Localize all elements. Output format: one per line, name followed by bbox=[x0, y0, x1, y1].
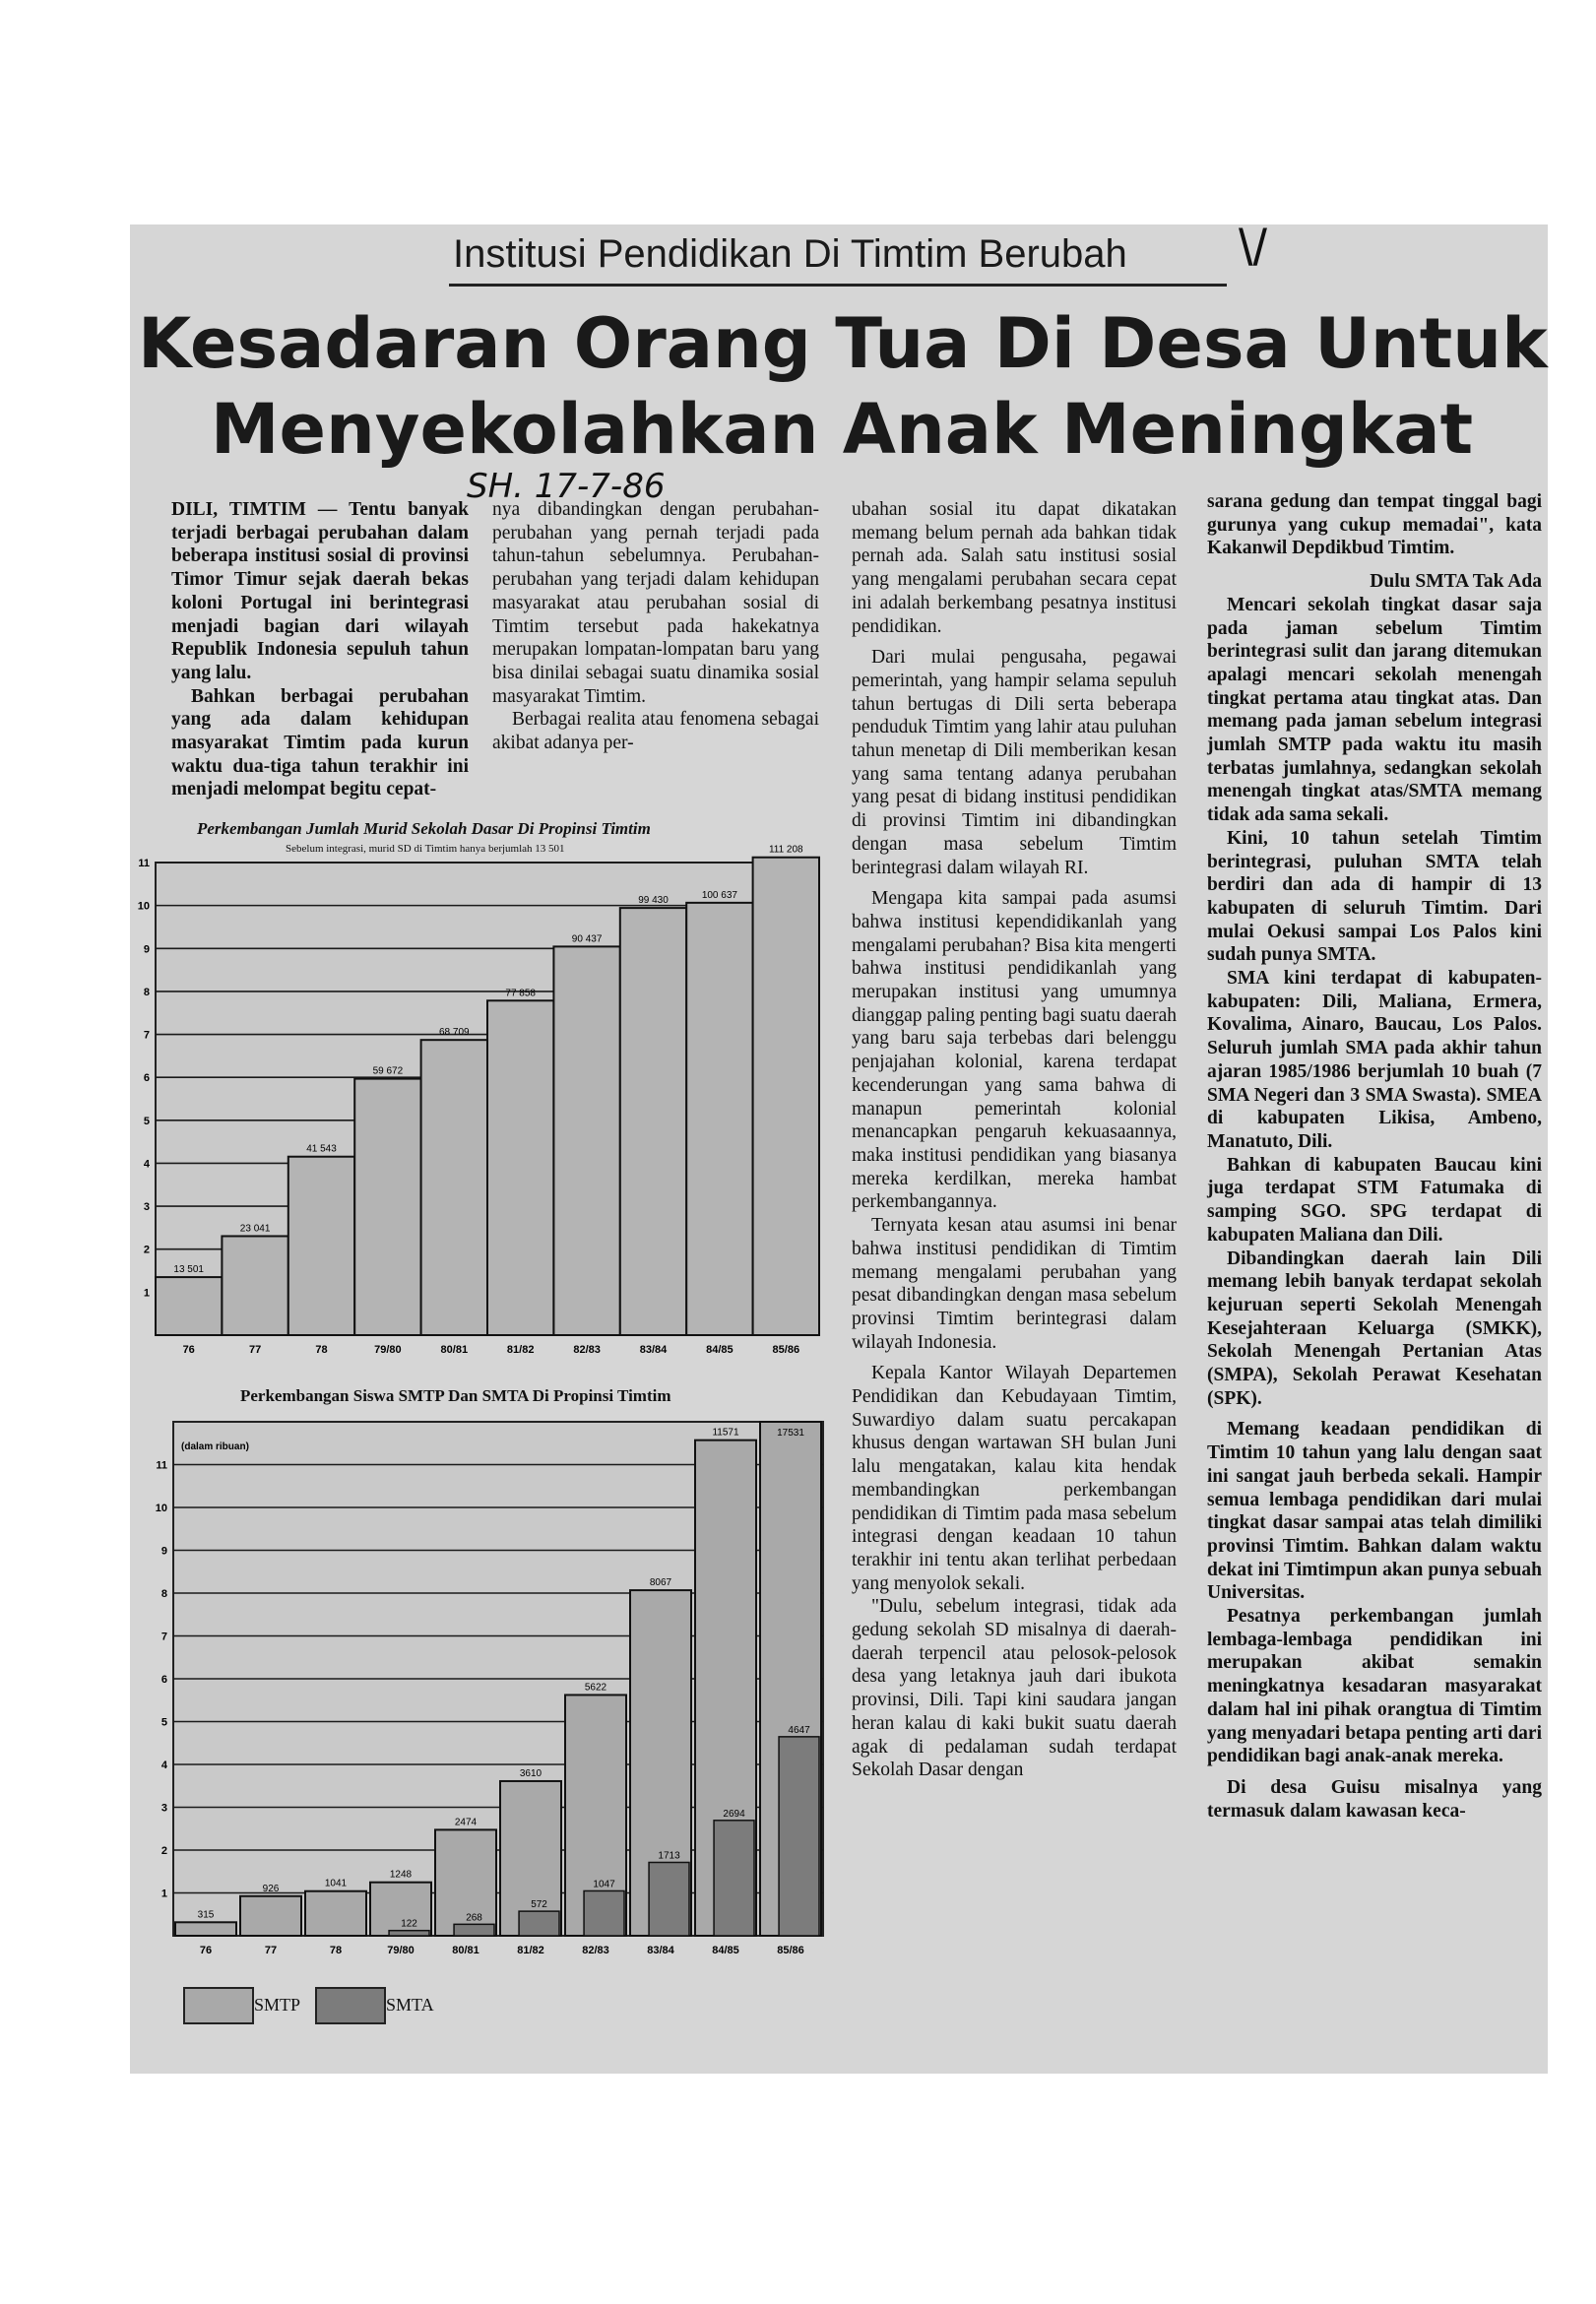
chart1-value-label: 59 672 bbox=[372, 1065, 404, 1077]
chart2-ytick-label: 9 bbox=[160, 1545, 167, 1558]
chart2-bar-smta bbox=[454, 1924, 494, 1936]
chart1-ytick-label: 9 bbox=[143, 943, 150, 956]
legend-label-smtp: SMTP bbox=[254, 1995, 301, 2015]
chart2-value-label-smtp: 926 bbox=[262, 1883, 280, 1894]
chart1-bar bbox=[222, 1236, 287, 1335]
legend-swatch-smtp bbox=[183, 1987, 254, 2024]
chart2-unit-label: (dalam ribuan) bbox=[181, 1441, 249, 1452]
chart1-ytick-label: 4 bbox=[143, 1158, 150, 1171]
main-headline-line2: Menyekolahkan Anak Meningkat bbox=[210, 389, 1474, 470]
paragraph: Pesatnya perkembangan jumlah lembaga-lembaga pendidikan ini merupakan akibat semakin meningkatnya kesadaran masyarakat dalam hal ini pihak orangtua di Timtim yang menyadari betapa penting arti dari pendidikan bagi anak-anak mereka. bbox=[1207, 1606, 1542, 1767]
paragraph: ubahan sosial itu dapat dikatakan memang belum pernah ada bahkan tidak pernah ada. Salah satu institusi sosial yang mengalami perubahan secara cepat ini adalah berkembang pesatnya institusi pendidikan. bbox=[852, 499, 1177, 637]
paragraph: Dibandingkan daerah lain Dili memang lebih banyak terdapat sekolah kejuruan seperti Sekolah Menengah Kesejahteraan Keluarga (SMKK), Sekolah Menengah Pertanian Atas (SMPA), Sekolah Perawat Kesehatan (SPK). bbox=[1207, 1248, 1542, 1409]
chart2-ytick-label: 10 bbox=[155, 1503, 167, 1514]
chart2-ytick-label: 4 bbox=[160, 1760, 167, 1771]
paragraph: Kini, 10 tahun setelah Timtim berintegrasi, puluhan SMTA telah berdiri dan ada di hampir di 13 kabupaten di seluruh Timtim. Dari mulai Oekusi sampai Los Palos kini sudah punya SMTA. bbox=[1207, 827, 1542, 966]
chart1-bar bbox=[354, 1079, 420, 1335]
chart2-title: Perkembangan Siswa SMTP Dan SMTA Di Propinsi Timtim bbox=[240, 1386, 671, 1405]
chart1-ytick-label: 3 bbox=[143, 1201, 150, 1214]
paragraph: Mengapa kita sampai pada asumsi bahwa institusi kependidikanlah yang mengalami perubahan? Bisa kita mengerti bahwa institusi pendidikanlah yang merupakan institusi yang umumnya dianggap paling penting bagi suatu daerah yang baru saja terbebas dari belenggu penjajahan kolonial, karena terdapat kecenderungan yang sama bahwa di manapun pemerintah kolonial menancapkan pengaruh kekuasaannya, maka institusi pendidikan yang biasanya mereka kerdilkan, mereka hambat perkembangannya. bbox=[852, 888, 1177, 1213]
chart2-value-label-smtp: 3610 bbox=[519, 1767, 543, 1779]
chart1-value-label: 13 501 bbox=[173, 1264, 204, 1276]
chart2-ytick-label: 2 bbox=[160, 1845, 167, 1857]
chart1-value-label: 23 041 bbox=[239, 1223, 271, 1235]
chart1-bar bbox=[553, 946, 619, 1335]
chart1-ytick-label: 2 bbox=[143, 1244, 150, 1256]
chart2-value-label-smta: 572 bbox=[531, 1899, 547, 1911]
chart2-bar-smtp bbox=[175, 1922, 236, 1936]
chart2-ytick-label: 5 bbox=[160, 1716, 167, 1729]
chart2-bar-smtp bbox=[240, 1896, 301, 1936]
paragraph: Dari mulai pengusaha, pegawai pemerintah, yang hampir selama sepuluh tahun bertugas di Dili serta beberapa penduduk Timtim yang lahir atau puluhan tahun menetap di Dili memberikan kesan yang sama tentang adanya perubahan yang pesat di bidang institusi pendidikan di provinsi Timtim ini dibandingkan dengan masa sebelum Timtim berintegrasi dalam wilayah RI. bbox=[852, 647, 1177, 878]
chart1-bar bbox=[686, 903, 752, 1335]
chart2-xtick-label: 79/80 bbox=[387, 1945, 415, 1956]
paragraph: Di desa Guisu misalnya yang termasuk dalam kawasan keca- bbox=[1207, 1776, 1542, 1822]
article-column-1 bbox=[171, 498, 469, 801]
chart2-xtick-label: 80/81 bbox=[452, 1945, 479, 1956]
chart1-bar bbox=[156, 1277, 222, 1335]
article-column-2 bbox=[492, 498, 819, 755]
chart1-xtick-label: 81/82 bbox=[506, 1344, 535, 1356]
paragraph: Kepala Kantor Wilayah Departemen Pendidikan dan Kebudayaan Timtim, Suwardiyo dalam suatu percakapan khusus dengan wartawan SH bulan Juni lalu mengatakan, kalau kita hendak membandingkan perkembangan pendidikan di Timtim pada masa sebelum integrasi dengan keadaan 10 tahun terakhir ini tentu akan terlihat perbedaan yang menyolok sekali. bbox=[852, 1363, 1177, 1594]
chart1-bar bbox=[288, 1157, 354, 1335]
chart1-ytick-label: 8 bbox=[143, 986, 150, 998]
chart2-bar-smta bbox=[584, 1890, 624, 1936]
chart2-ytick-label: 7 bbox=[160, 1631, 167, 1643]
chart2-xtick-label: 84/85 bbox=[712, 1945, 739, 1956]
paragraph: Bahkan berbagai perubahan yang ada dalam kehidupan masyarakat Timtim pada kurun waktu dua-tiga tahun terakhir ini menjadi melompat begitu cepat- bbox=[171, 685, 469, 800]
chart1-value-label: 68 709 bbox=[439, 1027, 470, 1039]
chart2-xtick-label: 85/86 bbox=[777, 1945, 804, 1956]
chart1-xtick-label: 82/83 bbox=[573, 1344, 601, 1356]
chart2-value-label-smta: 268 bbox=[466, 1912, 482, 1924]
chart1-ytick-label: 11 bbox=[138, 858, 150, 869]
paragraph: SMA kini terdapat di kabupaten-kabupaten: Dili, Maliana, Ermera, Kovalima, Ainaro, Baucau, Los Palos. Seluruh jumlah SMA pada akhir tahun ajaran 1985/1986 berjumlah 10 buah (7 SMA Negeri dan 3 SMA Swasta). SMEA di kabupaten Likisa, Ambeno, Manatuto, Dili. bbox=[1207, 968, 1542, 1152]
chart1-xtick-label: 78 bbox=[315, 1344, 328, 1356]
chart1-ytick-label: 1 bbox=[143, 1287, 150, 1300]
chart1-value-label: 77 858 bbox=[505, 988, 536, 999]
chart1-xtick-label: 84/85 bbox=[706, 1344, 734, 1356]
chart1-bar bbox=[620, 908, 686, 1335]
check-mark-icon: \/ bbox=[1239, 220, 1267, 277]
chart1-xtick-label: 76 bbox=[182, 1344, 195, 1356]
chart1-value-label: 99 430 bbox=[638, 895, 669, 907]
handwritten-date-note: SH. 17-7-86 bbox=[467, 467, 666, 506]
chart2-ytick-label: 1 bbox=[160, 1888, 167, 1900]
chart1-title: Perkembangan Jumlah Murid Sekolah Dasar Di Propinsi Timtim bbox=[197, 819, 651, 838]
chart2-value-label-smta: 1047 bbox=[593, 1879, 615, 1890]
chart2-ytick-label: 3 bbox=[160, 1802, 167, 1815]
chart1-xtick-label: 79/80 bbox=[374, 1344, 402, 1356]
chart2-value-label-smtp: 8067 bbox=[649, 1577, 672, 1589]
main-headline-line1: Kesadaran Orang Tua Di Desa Untuk bbox=[138, 303, 1548, 384]
subheading: Dulu SMTA Tak Ada bbox=[1370, 571, 1542, 593]
chart1-bar bbox=[753, 858, 819, 1335]
chart1-xtick-label: 85/86 bbox=[772, 1344, 800, 1356]
chart2-ytick-label: 11 bbox=[156, 1459, 167, 1472]
chart2-bar-smtp bbox=[305, 1891, 366, 1936]
paragraph: DILI, TIMTIM — Tentu banyak terjadi berbagai perubahan dalam beberapa institusi sosial di provinsi Timor Timur sejak daerah bekas koloni Portugal ini berintegrasi menjadi bagian dari wilayah Republik Indonesia sepuluh tahun yang lalu. bbox=[171, 499, 469, 683]
chart2-bar-smta bbox=[389, 1931, 429, 1936]
chart1-value-label: 111 208 bbox=[768, 844, 803, 856]
chart2-xtick-label: 77 bbox=[264, 1945, 278, 1956]
chart1-subtitle: Sebelum integrasi, murid SD di Timtim hanya berjumlah 13 501 bbox=[286, 843, 565, 855]
chart2-xtick-label: 82/83 bbox=[582, 1945, 609, 1956]
chart2-xtick-label: 81/82 bbox=[517, 1945, 544, 1956]
chart2-bar-smta bbox=[779, 1737, 819, 1936]
chart2-ytick-label: 8 bbox=[160, 1588, 167, 1600]
chart2-xtick-label: 76 bbox=[199, 1945, 213, 1956]
chart2-value-label-smtp: 17531 bbox=[777, 1428, 804, 1439]
legend-label-smta: SMTA bbox=[386, 1995, 434, 2015]
chart2-value-label-smtp: 11571 bbox=[712, 1427, 739, 1439]
chart2-bar-smta bbox=[714, 1821, 754, 1936]
paragraph: Mencari sekolah tingkat dasar saja pada jaman sebelum Timtim berintegrasi sulit dan jarang ditemukan apalagi mencari sekolah menengah tingkat pertama atau tingkat atas. Dan memang pada jaman sebelum integrasi jumlah SMTP pada waktu itu masih terbatas jumlahnya, sedangkan sekolah menengah tingkat atas/SMTA memang tidak ada sama sekali. bbox=[1207, 594, 1542, 826]
chart2-bar-smta bbox=[519, 1911, 559, 1936]
chart2-value-label-smtp: 315 bbox=[197, 1909, 215, 1921]
chart2-value-label-smta: 122 bbox=[401, 1918, 417, 1930]
chart2-value-label-smtp: 1248 bbox=[389, 1869, 413, 1881]
kicker-headline: Institusi Pendidikan Di Timtim Berubah bbox=[453, 232, 1127, 276]
chart1-ytick-label: 7 bbox=[143, 1029, 150, 1042]
chart2-value-label-smtp: 1041 bbox=[324, 1878, 348, 1889]
chart2-value-label-smta: 4647 bbox=[788, 1724, 810, 1736]
paragraph: sarana gedung dan tempat tinggal bagi gurunya yang cukup memadai", kata Kakanwil Depdikbud Timtim. bbox=[1207, 491, 1542, 559]
chart2-xtick-label: 78 bbox=[329, 1945, 343, 1956]
paragraph: "Dulu, sebelum integrasi, tidak ada gedung sekolah SD misalnya di daerah-daerah terpencil atau pelosok-pelosok desa yang letaknya jauh dari ibukota provinsi, Dili. Tapi kini saudara jangan heran kalau di kaki bukit suatu daerah agak di pedalaman sudah terdapat Sekolah Dasar dengan bbox=[852, 1596, 1177, 1781]
chart1-xtick-label: 83/84 bbox=[639, 1344, 668, 1356]
legend-swatch-smta bbox=[315, 1987, 386, 2024]
chart1-value-label: 90 437 bbox=[571, 933, 603, 945]
chart2-svg bbox=[130, 1414, 837, 1965]
chart1-bar bbox=[487, 1000, 553, 1335]
chart1-xtick-label: 77 bbox=[248, 1344, 262, 1356]
chart1-ytick-label: 6 bbox=[143, 1072, 150, 1085]
kicker-rule bbox=[449, 284, 1227, 287]
paragraph: Ternyata kesan atau asumsi ini benar bahwa institusi pendidikan di Timtim memang mengalami perubahan yang pesat dibandingkan dengan masa sebelum provinsi Timtim berintegrasi dalam wilayah Indonesia. bbox=[852, 1215, 1177, 1353]
paragraph: Berbagai realita atau fenomena sebagai akibat adanya per- bbox=[492, 709, 819, 754]
chart1-value-label: 41 543 bbox=[306, 1143, 337, 1155]
article-column-4 bbox=[1207, 490, 1542, 1823]
chart1-bar bbox=[421, 1040, 487, 1335]
chart2-value-label-smtp: 5622 bbox=[584, 1682, 607, 1694]
chart1-xtick-label: 80/81 bbox=[440, 1344, 469, 1356]
chart2-ytick-label: 6 bbox=[160, 1674, 167, 1686]
article-column-3 bbox=[852, 498, 1177, 1782]
chart1-ytick-label: 10 bbox=[137, 900, 150, 913]
chart2-bar-smta bbox=[649, 1862, 689, 1936]
chart1-value-label: 100 637 bbox=[701, 889, 737, 901]
chart2-xtick-label: 83/84 bbox=[647, 1945, 674, 1956]
paragraph: Bahkan di kabupaten Baucau kini juga terdapat STM Fatumaka di samping SGO. SPG terdapat di kabupaten Maliana dan Dili. bbox=[1207, 1154, 1542, 1246]
paragraph: Memang keadaan pendidikan di Timtim 10 tahun yang lalu dengan saat ini sangat jauh berbeda sekali. Hampir semua lembaga pendidikan dari mulai tingkat dasar sampai atas telah dimiliki provinsi Timtim. Bahkan dalam waktu dekat ini Timtimpun akan punya sebuah Universitas. bbox=[1207, 1419, 1542, 1604]
chart2-value-label-smta: 1713 bbox=[658, 1850, 680, 1862]
chart1-ytick-label: 5 bbox=[143, 1115, 150, 1127]
chart2-value-label-smta: 2694 bbox=[723, 1808, 745, 1820]
chart2-value-label-smtp: 2474 bbox=[454, 1817, 478, 1828]
paragraph: nya dibandingkan dengan perubahan-perubahan yang pernah terjadi pada tahun-tahun sebelumnya. Perubahan-perubahan yang terjadi dalam kehidupan masyarakat atau perubahan sosial di Timtim tersebut pada hakekatnya merupakan lompatan-lompatan baru yang bisa dinilai sebagai suatu dinamika sosial masyarakat Timtim. bbox=[492, 499, 819, 707]
